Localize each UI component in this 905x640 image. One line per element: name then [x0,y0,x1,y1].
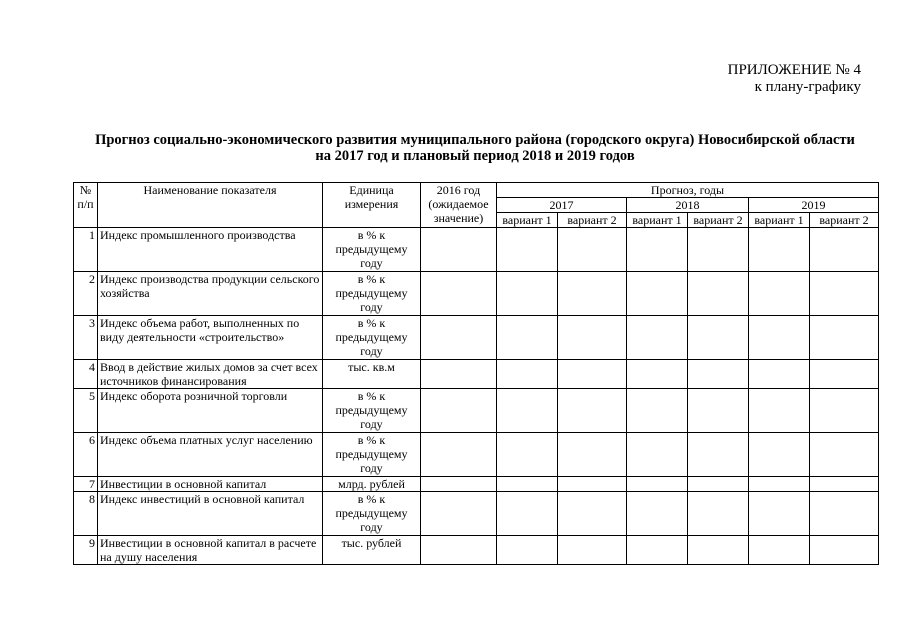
row-value-2017-v2 [558,316,627,360]
row-value-2019-v1 [749,492,810,536]
row-value-2017-v2 [558,536,627,565]
row-value-2016 [421,536,497,565]
header-2018-v1: вариант 1 [627,213,688,228]
row-value-2017-v2 [558,433,627,477]
header-2019: 2019 [749,198,879,213]
row-value-2017-v1 [497,433,558,477]
row-value-2017-v2 [558,389,627,433]
row-unit: тыс. кв.м [323,360,421,389]
appendix-number: ПРИЛОЖЕНИЕ № 4 [727,62,861,78]
row-indicator-name: Индекс объема платных услуг населению [98,433,323,477]
row-value-2016 [421,272,497,316]
table-row [74,272,879,316]
row-value-2018-v1 [627,536,688,565]
row-value-2019-v1 [749,360,810,389]
row-indicator-name: Индекс промышленного производства [98,228,323,272]
row-unit: в % к предыдущему году [323,272,421,316]
row-value-2018-v2 [688,433,749,477]
table-row [74,477,879,492]
table-row [74,360,879,389]
row-value-2018-v2 [688,272,749,316]
row-number: 6 [74,433,98,477]
row-value-2018-v1 [627,492,688,536]
table-row [74,316,879,360]
row-value-2018-v1 [627,228,688,272]
row-number: 2 [74,272,98,316]
row-indicator-name: Ввод в действие жилых домов за счет всех источников финансирования [98,360,323,389]
table-row [74,433,879,477]
header-no: № п/п [74,183,98,228]
row-value-2019-v1 [749,433,810,477]
row-value-2018-v2 [688,389,749,433]
forecast-table [73,182,879,565]
row-unit: в % к предыдущему году [323,316,421,360]
row-value-2018-v1 [627,272,688,316]
header-2017: 2017 [497,198,627,213]
row-unit: в % к предыдущему году [323,228,421,272]
row-unit: тыс. рублей [323,536,421,565]
row-value-2018-v2 [688,492,749,536]
row-indicator-name: Инвестиции в основной капитал [98,477,323,492]
table-row [74,536,879,565]
row-value-2019-v1 [749,536,810,565]
row-value-2018-v1 [627,389,688,433]
row-number: 7 [74,477,98,492]
header-2017-v2: вариант 2 [558,213,627,228]
row-unit: в % к предыдущему году [323,433,421,477]
header-2016: 2016 год (ожидаемое значение) [421,183,497,228]
appendix-reference: к плану-графику [754,79,861,95]
row-value-2019-v2 [810,316,879,360]
header-name: Наименование показателя [98,183,323,228]
row-value-2017-v1 [497,477,558,492]
row-value-2018-v1 [627,360,688,389]
header-2019-v1: вариант 1 [749,213,810,228]
header-2018-v2: вариант 2 [688,213,749,228]
row-value-2017-v2 [558,492,627,536]
row-value-2016 [421,316,497,360]
row-value-2019-v2 [810,477,879,492]
row-value-2018-v2 [688,360,749,389]
row-value-2017-v2 [558,228,627,272]
row-value-2017-v1 [497,272,558,316]
row-value-2017-v1 [497,316,558,360]
header-2018: 2018 [627,198,749,213]
row-value-2019-v2 [810,389,879,433]
document-title [70,132,880,164]
row-value-2018-v1 [627,477,688,492]
row-value-2019-v2 [810,433,879,477]
table-row [74,389,879,433]
header-2019-v2: вариант 2 [810,213,879,228]
row-value-2016 [421,477,497,492]
row-number: 1 [74,228,98,272]
row-value-2017-v1 [497,389,558,433]
row-number: 5 [74,389,98,433]
row-number: 9 [74,536,98,565]
row-value-2019-v2 [810,492,879,536]
row-value-2019-v2 [810,228,879,272]
row-value-2018-v1 [627,316,688,360]
row-number: 8 [74,492,98,536]
row-value-2016 [421,360,497,389]
row-value-2018-v1 [627,433,688,477]
row-value-2019-v2 [810,360,879,389]
row-unit: в % к предыдущему году [323,389,421,433]
row-value-2018-v2 [688,228,749,272]
row-value-2019-v1 [749,477,810,492]
row-value-2016 [421,433,497,477]
title-line-1: Прогноз социально-экономического развития муниципального района (городского округа) Новосибирской области [95,132,855,148]
row-value-2017-v1 [497,492,558,536]
header-2017-v1: вариант 1 [497,213,558,228]
row-indicator-name: Индекс производства продукции сельского хозяйства [98,272,323,316]
row-indicator-name: Индекс оборота розничной торговли [98,389,323,433]
row-indicator-name: Инвестиции в основной капитал в расчете на душу населения [98,536,323,565]
row-value-2017-v1 [497,228,558,272]
row-number: 4 [74,360,98,389]
appendix-label [728,62,861,96]
table-row [74,228,879,272]
row-indicator-name: Индекс инвестиций в основной капитал [98,492,323,536]
row-number: 3 [74,316,98,360]
header-unit: Единица измерения [323,183,421,228]
row-value-2016 [421,228,497,272]
row-value-2016 [421,389,497,433]
row-value-2017-v2 [558,477,627,492]
row-value-2017-v1 [497,536,558,565]
row-value-2017-v1 [497,360,558,389]
row-value-2018-v2 [688,316,749,360]
row-value-2019-v1 [749,272,810,316]
table-row [74,492,879,536]
title-line-2: на 2017 год и плановый период 2018 и 2019 годов [315,148,635,164]
row-value-2019-v2 [810,272,879,316]
row-unit: млрд. рублей [323,477,421,492]
row-unit: в % к предыдущему году [323,492,421,536]
row-value-2017-v2 [558,360,627,389]
header-forecast: Прогноз, годы [497,183,879,198]
row-value-2019-v1 [749,228,810,272]
row-value-2019-v2 [810,536,879,565]
row-value-2017-v2 [558,272,627,316]
row-value-2019-v1 [749,316,810,360]
row-value-2018-v2 [688,536,749,565]
row-value-2019-v1 [749,389,810,433]
row-value-2016 [421,492,497,536]
row-indicator-name: Индекс объема работ, выполненных по виду деятельности «строительство» [98,316,323,360]
row-value-2018-v2 [688,477,749,492]
